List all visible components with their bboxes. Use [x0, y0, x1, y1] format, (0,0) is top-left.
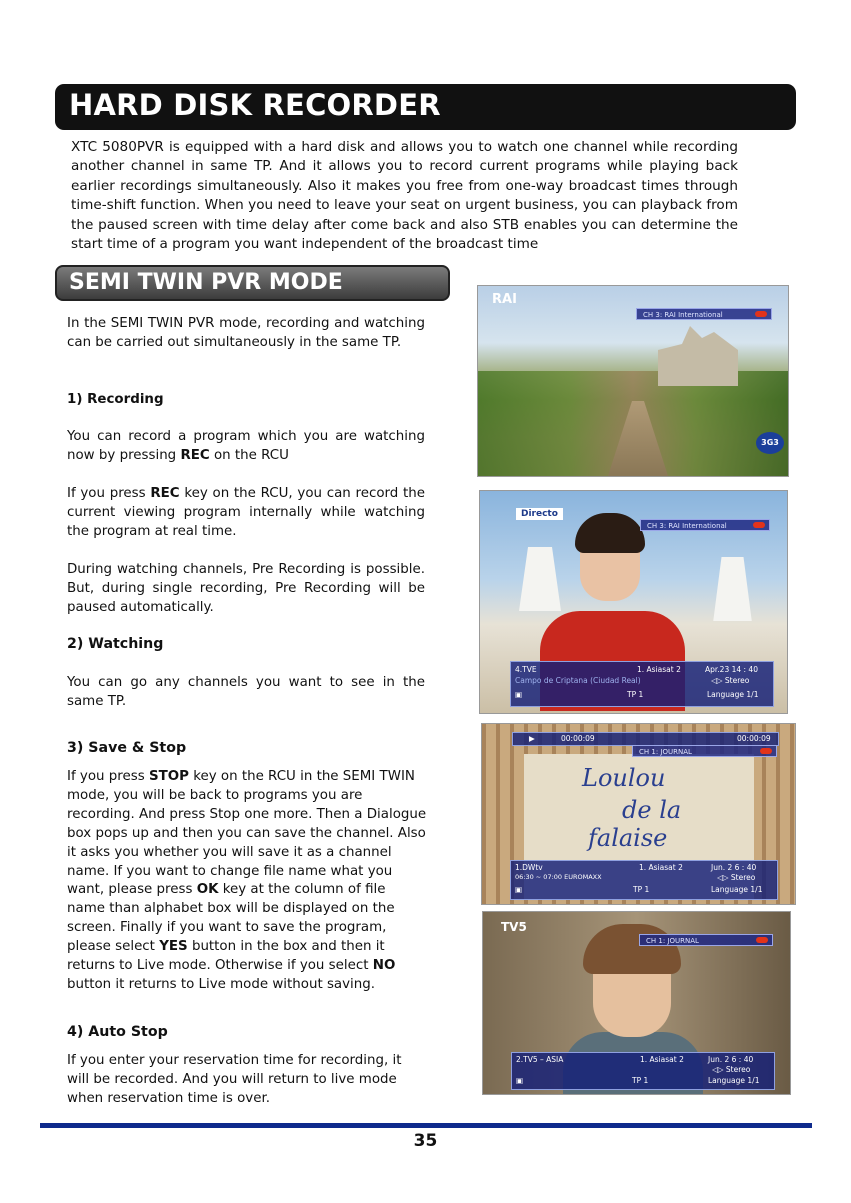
auto-stop-heading: 4) Auto Stop — [67, 1024, 168, 1040]
windmill-shape — [510, 531, 570, 611]
info-bar — [510, 661, 774, 707]
recorder-icon: ▣ — [515, 885, 523, 894]
audio-label: ◁▷ Stereo — [717, 873, 756, 882]
directo-tag: Directo — [516, 508, 563, 520]
satellite-name: 1. Asiasat 2 — [640, 1055, 684, 1064]
date-time: Jun. 2 6 : 40 — [708, 1055, 754, 1064]
channel-badge: 3G3 — [756, 432, 784, 454]
section-intro: In the SEMI TWIN PVR mode, recording and watching can be carried out simultaneously in the same TP. — [67, 316, 425, 350]
playback-bar — [512, 732, 779, 746]
recorder-icon: ▣ — [515, 690, 523, 699]
section-title: SEMI TWIN PVR MODE — [69, 270, 343, 295]
satellite-name: 1. Asiasat 2 — [637, 665, 681, 674]
page-title: HARD DISK RECORDER — [69, 88, 441, 122]
date-time: Apr.23 14 : 40 — [705, 665, 758, 674]
tp-label: TP 1 — [627, 690, 644, 699]
recording-paragraph-2: If you press REC key on the RCU, you can record the current viewing program internally while watching the program at real time. — [67, 486, 425, 539]
save-stop-heading: 3) Save & Stop — [67, 740, 187, 756]
presenter-hair-shape — [575, 513, 645, 553]
channel-osd: CH 1: JOURNAL — [639, 934, 773, 946]
section-banner — [55, 265, 450, 301]
recorder-icon: ▣ — [516, 1076, 524, 1085]
ruin-shape — [658, 326, 738, 386]
satellite-name: 1. Asiasat 2 — [639, 863, 683, 872]
program-subtitle: Campo de Criptana (Ciudad Real) — [515, 676, 641, 685]
screenshot-recording — [477, 285, 789, 477]
audio-label: ◁▷ Stereo — [712, 1065, 751, 1074]
windmill-shape-right — [705, 541, 760, 621]
tv5-logo: TV5 — [501, 920, 527, 934]
title-script-line-2: de la — [622, 796, 682, 824]
info-bar — [510, 860, 778, 900]
intro-paragraph: XTC 5080PVR is equipped with a hard disk and allows you to watch one channel while recording another channel in same TP. And it allows you to record current programs while playing back earlier recordings simultaneously. Also it makes you free from one-way broadcast times through time-shift function. When you need to leave your seat on urgent business, you can playback from the paused screen with time delay after come back and also STB enables you can determine the start time of a program you want independent of the broadcast time — [71, 139, 738, 253]
watching-heading: 2) Watching — [67, 636, 164, 652]
channel-name: 4.TVE — [515, 665, 537, 674]
channel-osd: CH 3: RAI International — [636, 308, 772, 320]
screenshot-watching — [479, 490, 788, 714]
rai-logo: RAI — [492, 292, 517, 307]
channel-name: 1.DWtv — [515, 863, 543, 872]
language-label: Language 1/1 — [707, 690, 759, 699]
save-stop-paragraph: If you press STOP key on the RCU in the SEMI TWIN mode, you will be back to programs you are recording. And press Stop one more. Then a Dialogue box pops up and then you can save the channel. Also it asks you whether you will save it as a channel name. If you want to change file name what you want, please press OK key at the column of file name than alphabet box will be displayed on the screen. Finally if you want to save the program, please select YES button in the box and then it returns to Live mode. Otherwise if you select NO button it returns to Live mode without saving. — [67, 769, 427, 992]
page-number: 35 — [413, 1131, 438, 1151]
language-label: Language 1/1 — [711, 885, 763, 894]
language-label: Language 1/1 — [708, 1076, 760, 1085]
channel-name: 2.TV5 – ASIA — [516, 1055, 564, 1064]
title-script-line-3: falaise — [588, 824, 668, 852]
title-banner — [55, 84, 796, 130]
play-icon: ▶ — [529, 734, 535, 743]
record-dot-icon — [755, 311, 767, 317]
tp-label: TP 1 — [633, 885, 650, 894]
channel-osd: CH 1: JOURNAL — [632, 745, 777, 757]
record-dot-icon — [760, 748, 772, 754]
channel-osd: CH 3: RAI International — [640, 519, 770, 531]
screenshot-playback — [481, 723, 796, 905]
recording-heading: 1) Recording — [67, 392, 164, 407]
date-time: Jun. 2 6 : 40 — [711, 863, 757, 872]
record-dot-icon — [756, 937, 768, 943]
recording-paragraph-3: During watching channels, Pre Recording is possible. But, during single recording, Pre Recording will be paused automatically. — [67, 562, 425, 615]
footer-rule — [40, 1123, 812, 1128]
total-time: 00:00:09 — [737, 734, 771, 743]
recording-paragraph-1: You can record a program which you are watching now by pressing REC on the RCU — [67, 429, 425, 463]
screenshot-auto-stop — [482, 911, 791, 1095]
elapsed-time: 00:00:09 — [561, 734, 595, 743]
audio-label: ◁▷ Stereo — [711, 676, 750, 685]
record-dot-icon — [753, 522, 765, 528]
info-bar — [511, 1052, 775, 1090]
tp-label: TP 1 — [632, 1076, 649, 1085]
epg-line: 06:30 ~ 07:00 EUROMAXX — [515, 873, 602, 881]
person-hair-shape — [583, 924, 681, 974]
auto-stop-paragraph: If you enter your reservation time for recording, it will be recorded. And you will return to live mode when reservation time is over. — [67, 1053, 402, 1106]
title-script-line-1: Loulou — [582, 764, 666, 792]
watching-paragraph: You can go any channels you want to see in the same TP. — [67, 675, 425, 709]
